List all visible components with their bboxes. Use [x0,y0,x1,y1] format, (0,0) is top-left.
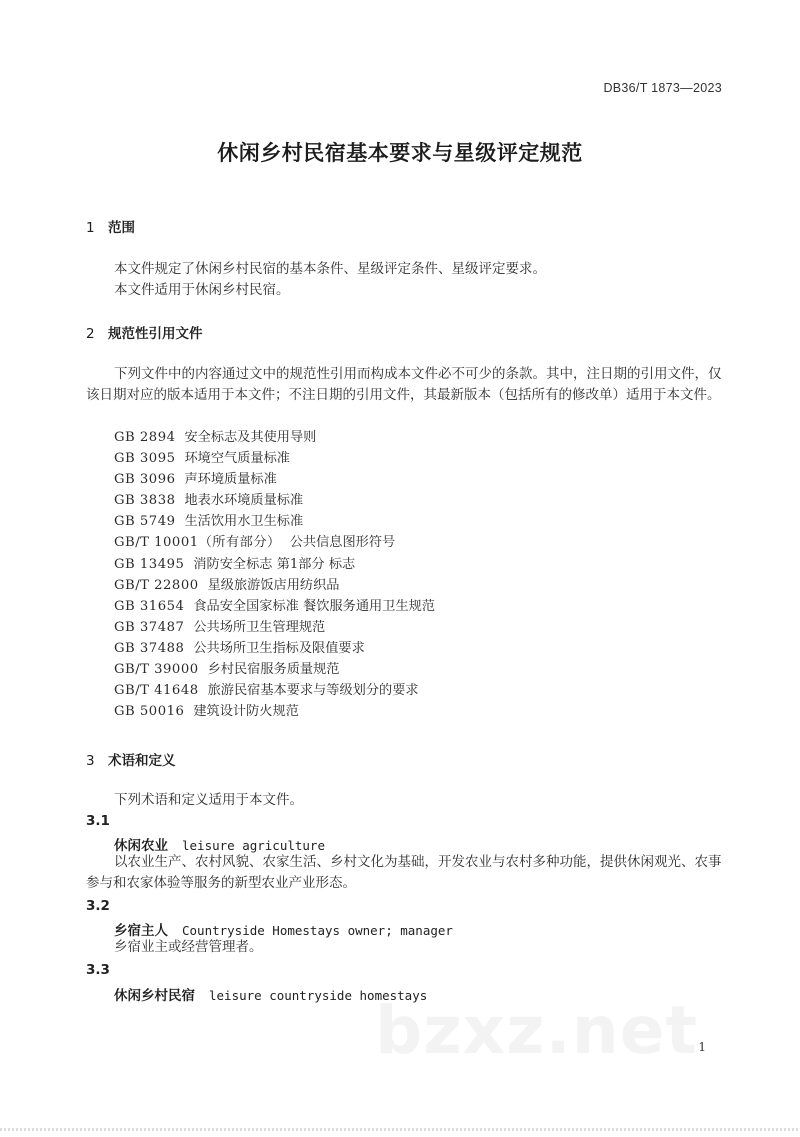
reference-item [114,638,435,659]
term-english: leisure agriculture [182,838,325,853]
reference-code: GB 37488 [114,640,185,656]
reference-item [114,575,435,596]
term-chinese: 休闲乡村民宿 [114,988,195,1004]
reference-name: 星级旅游饭店用纺织品 [207,577,340,593]
reference-name: 公共场所卫生指标及限值要求 [193,640,365,656]
reference-item [114,448,435,469]
reference-name: 公共场所卫生管理规范 [193,619,326,635]
standard-number: DB36/T 1873—2023 [603,81,722,95]
reference-name: 声环境质量标准 [184,472,277,488]
reference-name: 食品安全国家标准 餐饮服务通用卫生规范 [193,598,435,614]
reference-name: 公共信息图形符号 [289,535,396,551]
section-number: 3 [86,753,95,769]
reference-code: GB 50016 [114,704,185,720]
term-definition: 以农业生产、农村风貌、农家生活、乡村文化为基础，开发农业与农村多种功能，提供休闲观光、农事参与和农家体验等服务的新型农业产业形态。 [86,854,722,891]
reference-code: GB 37487 [114,619,185,635]
term-entry [114,834,325,854]
clause-number: 3.3 [86,962,110,978]
section-3-heading [86,749,176,769]
term-chinese: 乡宿主人 [114,923,168,939]
reference-name: 建筑设计防火规范 [193,704,299,720]
term-entry [114,919,453,939]
reference-name: 旅游民宿基本要求与等级划分的要求 [207,683,419,699]
reference-name: 安全标志及其使用导则 [184,430,317,445]
section-3-intro: 下列术语和定义适用于本文件。 [114,792,303,808]
term-definition: 乡宿业主或经营管理者。 [114,939,263,955]
reference-item [114,532,435,553]
term-english: Countryside Homestays owner; manager [182,923,453,938]
section-1-paragraph: 本文件适用于休闲乡村民宿。 [114,282,290,298]
reference-item [114,511,435,532]
reference-name: 消防安全标志 第1部分 标志 [193,556,356,572]
section-1-heading [86,216,135,236]
reference-item [114,596,435,617]
reference-item [114,659,435,680]
section-2-heading [86,322,203,342]
clause-number: 3.2 [86,898,110,914]
reference-name: 地表水环境质量标准 [184,493,304,509]
reference-code: GB/T 39000 [114,662,199,678]
reference-code: GB 2894 [114,430,176,445]
section-title: 范围 [108,220,135,236]
reference-code: GB 3095 [114,451,176,467]
section-2-intro: 下列文件中的内容通过文中的规范性引用而构成本文件必不可少的条款。其中，注日期的引用文件，仅该日期对应的版本适用于本文件；不注日期的引用文件，其最新版本（包括所有的修改单）适用于本文件。 [86,366,722,403]
reference-item [114,490,435,511]
reference-code: GB/T 41648 [114,683,199,699]
reference-code: GB/T 22800 [114,577,199,593]
reference-item [114,617,435,638]
reference-item [114,701,435,722]
reference-code: GB 13495 [114,556,185,572]
reference-item [114,469,435,490]
normative-reference-list [114,427,435,722]
reference-name: 乡村民宿服务质量规范 [207,662,340,678]
reference-item [114,680,435,701]
term-chinese: 休闲农业 [114,838,168,854]
watermark: bzxz.net [375,992,699,1069]
section-title: 规范性引用文件 [108,326,203,342]
reference-code: GB 31654 [114,598,185,614]
section-number: 1 [86,220,95,236]
reference-code: GB/T 10001（所有部分） [114,535,281,551]
reference-item [114,554,435,575]
page-bottom-edge [0,1128,800,1131]
section-1-paragraph: 本文件规定了休闲乡村民宿的基本条件、星级评定条件、星级评定要求。 [114,261,546,277]
section-title: 术语和定义 [108,753,176,769]
reference-name: 环境空气质量标准 [184,451,290,467]
clause-number: 3.1 [86,813,110,829]
page-number: 1 [698,1040,706,1054]
term-english: leisure countryside homestays [209,988,428,1003]
document-title: 休闲乡村民宿基本要求与星级评定规范 [217,141,583,165]
reference-name: 生活饮用水卫生标准 [184,514,304,530]
reference-code: GB 3096 [114,472,176,488]
reference-code: GB 5749 [114,514,176,530]
reference-item [114,427,435,448]
reference-code: GB 3838 [114,493,176,509]
section-number: 2 [86,326,95,342]
